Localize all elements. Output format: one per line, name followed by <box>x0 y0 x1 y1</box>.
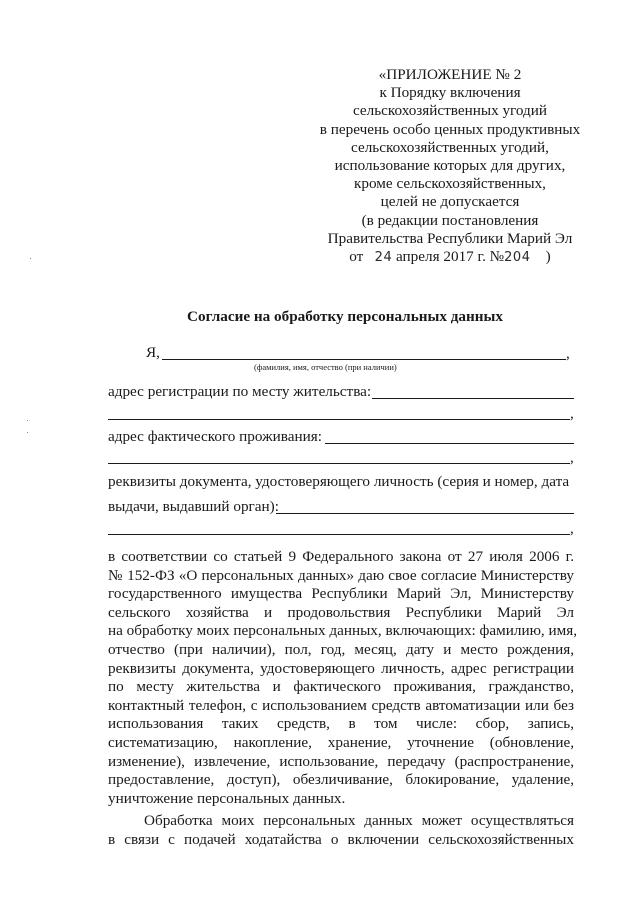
paragraph-line: контактный телефон, с использованием средств автоматизации или без <box>108 696 574 714</box>
date-month-year: апреля 2017 г. № <box>396 248 505 266</box>
paragraph-line: уничтожение персональных данных. <box>108 789 346 807</box>
ya-label: Я, <box>146 344 160 361</box>
header-date-line <box>300 248 600 267</box>
date-number: 204 <box>504 250 531 266</box>
header-line: Правительства Республики Марий Эл <box>327 229 573 247</box>
doc-field[interactable] <box>276 513 574 514</box>
actual-address-label: адрес фактического проживания: <box>108 428 322 445</box>
paragraph-line: реквизиты документа, удостоверяющего личность, адрес регистрации <box>108 659 574 677</box>
header-line: сельскохозяйственных угодий <box>352 102 548 120</box>
paragraph-line: в соответствии со статьей 9 Федерального закона от 27 июля 2006 г. <box>108 548 574 565</box>
scan-speck <box>30 258 31 259</box>
fio-field[interactable] <box>162 359 566 360</box>
processing-paragraph <box>108 812 574 849</box>
paragraph-line: по месту жительства и фактического проживания, гражданство, <box>108 678 574 696</box>
header-line: в перечень особо ценных продуктивных <box>319 120 581 138</box>
paragraph-line: использования таких средств, в том числе: сбор, запись, <box>108 715 574 733</box>
paragraph-line: государственного имущества Республики Марий Эл, Министерству <box>108 585 574 603</box>
reg-address-label: адрес регистрации по месту жительства: <box>108 383 372 400</box>
comma: , <box>570 520 574 537</box>
header-line: «ПРИЛОЖЕНИЕ № 2 <box>378 66 522 83</box>
scan-speck <box>27 432 28 433</box>
header-line: целей не допускается <box>380 193 520 211</box>
reg-address-field-line2[interactable] <box>108 419 570 420</box>
header-line: использование которых для других, <box>334 157 566 175</box>
scan-speck <box>27 420 28 421</box>
paragraph-line: № 152-ФЗ «О персональных данных» даю свое согласие Министерству <box>108 566 574 584</box>
paragraph-line: на обработку моих персональных данных, включающих: фамилию, имя, <box>108 622 578 640</box>
paragraph-line: предоставление, доступ), обезличивание, блокирование, удаление, <box>108 771 574 789</box>
doc-field-line2[interactable] <box>108 534 570 535</box>
paragraph-line: Обработка моих персональных данных может осуществляться <box>144 812 574 829</box>
comma: , <box>570 405 574 422</box>
paragraph-line: изменение), извлечение, использование, передачу (распространение, <box>108 752 574 770</box>
appendix-header <box>300 66 600 267</box>
header-line: к Порядку включения <box>379 84 521 102</box>
header-line: (в редакции постановления <box>361 211 539 229</box>
reg-address-field[interactable] <box>372 398 574 399</box>
comma: , <box>566 345 570 362</box>
page-title: Согласие на обработку персональных данных <box>187 308 503 325</box>
paragraph-line: систематизацию, накопление, хранение, уточнение (обновление, <box>108 733 574 751</box>
consent-paragraph <box>108 548 578 808</box>
paragraph-line: сельского хозяйства и продовольствия Республики Марий Эл <box>108 603 574 621</box>
header-line: кроме сельскохозяйственных, <box>354 175 546 193</box>
actual-address-field-line2[interactable] <box>108 463 570 464</box>
doc-label-line1: реквизиты документа, удостоверяющего личность (серия и номер, дата <box>108 473 570 490</box>
paragraph-line: отчество (при наличии), пол, год, месяц, дату и место рождения, <box>108 640 574 658</box>
header-line: сельскохозяйственных угодий, <box>351 138 549 156</box>
date-prefix: от <box>349 248 364 266</box>
doc-label-line2: выдачи, выдавший орган): <box>108 498 279 515</box>
comma: , <box>570 449 574 466</box>
date-suffix: ) <box>545 248 551 266</box>
date-day: 24 <box>374 250 393 266</box>
paragraph-line: в связи с подачей ходатайства о включении сельскохозяйственных <box>108 830 574 848</box>
fio-hint: (фамилия, имя, отчество (при наличии) <box>254 362 397 372</box>
actual-address-field[interactable] <box>325 443 574 444</box>
